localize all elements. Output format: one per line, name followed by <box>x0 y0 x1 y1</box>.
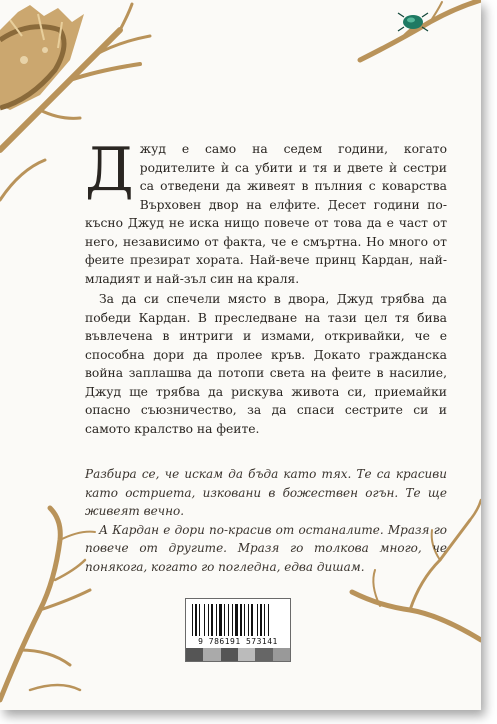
top-right-branch <box>360 0 481 60</box>
quote-paragraph-1: Разбира се, че искам да бъда като тях. Те са красиви като остриета, изковани в божествен огън. Те ще живеят вечно. <box>85 467 447 518</box>
synopsis-text <box>85 135 447 438</box>
golden-crown-illustration <box>0 5 84 110</box>
quote-paragraph-2: А Кардан е дори по-красив от останалите. Мразя го повече от другите. Мразя го толкова много, че понякога, когато го погледна, едва дишам. <box>85 522 447 574</box>
barcode-bars <box>192 604 282 636</box>
quote-block <box>85 465 447 576</box>
barcode-gray-band <box>186 648 290 661</box>
paragraph-1-text: жуд е само на седем години, когато родителите ѝ са убити и тя и двете ѝ сестри са отведени да живеят в пълния с коварства Върховен двор на елфите. Десет години по-късно Джуд не иска нищо повече от това да е част от него, независимо от факта, че е смъртна. Но много от феите презират хората. Най-вече принц Кардан, най-младият и най-зъл син на краля. <box>85 142 447 286</box>
green-beetle-illustration <box>398 13 428 31</box>
synopsis-paragraph-1 <box>85 135 447 288</box>
drop-cap-letter: Д <box>85 135 134 205</box>
bottom-left-branches <box>0 508 95 700</box>
isbn-barcode <box>185 598 291 662</box>
barcode-digits: 9 786191 573141 <box>198 637 278 646</box>
synopsis-paragraph-2: За да си спечели място в двора, Джуд трябва да победи Кардан. В преследване на тази цел тя бива въвлечена в интриги и измами, откривайки, че е способна дори да пролее кръв. Докато гражданска война заплашва да потопи света на феите в насилие, Джуд ще трябва да рискува живота си, приемайки опасно съюзничество, за да спаси сестрите си и самото кралство на феите. <box>85 292 447 436</box>
